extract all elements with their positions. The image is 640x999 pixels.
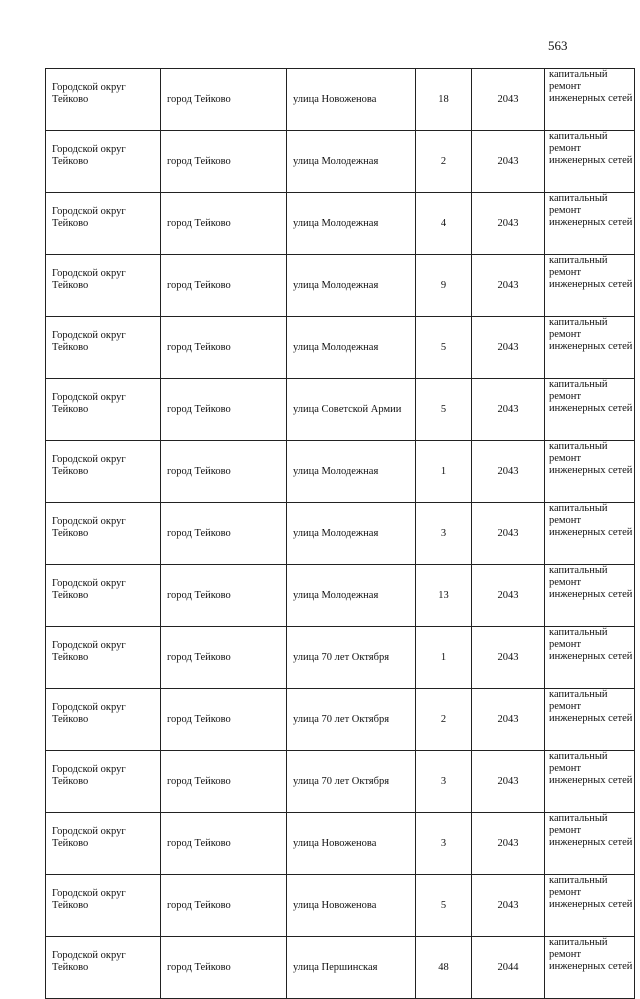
work-type-cell: капитальный ремонт инженерных сетей xyxy=(545,69,635,131)
house-number-cell: 9 xyxy=(416,255,472,317)
work-type-cell: капитальный ремонт инженерных сетей xyxy=(545,813,635,875)
house-number-cell: 1 xyxy=(416,627,472,689)
year-cell: 2043 xyxy=(472,131,545,193)
work-type-cell: капитальный ремонт инженерных сетей xyxy=(545,627,635,689)
table-row xyxy=(46,627,635,689)
city-cell: город Тейково xyxy=(161,131,287,193)
district-cell: Городской округ Тейково xyxy=(46,379,161,441)
district-cell: Городской округ Тейково xyxy=(46,813,161,875)
district-cell: Городской округ Тейково xyxy=(46,565,161,627)
street-cell: улица 70 лет Октября xyxy=(287,751,416,813)
work-type-cell: капитальный ремонт инженерных сетей xyxy=(545,751,635,813)
house-number-cell: 3 xyxy=(416,751,472,813)
district-cell: Городской округ Тейково xyxy=(46,317,161,379)
work-type-cell: капитальный ремонт инженерных сетей xyxy=(545,131,635,193)
year-cell: 2043 xyxy=(472,441,545,503)
house-number-cell: 2 xyxy=(416,131,472,193)
district-cell: Городской округ Тейково xyxy=(46,255,161,317)
city-cell: город Тейково xyxy=(161,937,287,999)
house-number-cell: 1 xyxy=(416,441,472,503)
year-cell: 2043 xyxy=(472,503,545,565)
work-type-cell: капитальный ремонт инженерных сетей xyxy=(545,441,635,503)
street-cell: улица Молодежная xyxy=(287,317,416,379)
house-number-cell: 3 xyxy=(416,503,472,565)
table-row xyxy=(46,689,635,751)
table-row xyxy=(46,131,635,193)
year-cell: 2043 xyxy=(472,565,545,627)
table-row xyxy=(46,441,635,503)
house-number-cell: 5 xyxy=(416,875,472,937)
district-cell: Городской округ Тейково xyxy=(46,875,161,937)
district-cell: Городской округ Тейково xyxy=(46,441,161,503)
table-body xyxy=(46,69,635,999)
work-type-cell: капитальный ремонт инженерных сетей xyxy=(545,565,635,627)
house-number-cell: 4 xyxy=(416,193,472,255)
table-row xyxy=(46,69,635,131)
city-cell: город Тейково xyxy=(161,69,287,131)
year-cell: 2043 xyxy=(472,875,545,937)
year-cell: 2043 xyxy=(472,193,545,255)
work-type-cell: капитальный ремонт инженерных сетей xyxy=(545,379,635,441)
year-cell: 2043 xyxy=(472,255,545,317)
house-number-cell: 3 xyxy=(416,813,472,875)
year-cell: 2043 xyxy=(472,751,545,813)
street-cell: улица Молодежная xyxy=(287,193,416,255)
city-cell: город Тейково xyxy=(161,875,287,937)
district-cell: Городской округ Тейково xyxy=(46,689,161,751)
work-type-cell: капитальный ремонт инженерных сетей xyxy=(545,689,635,751)
house-number-cell: 2 xyxy=(416,689,472,751)
street-cell: улица Молодежная xyxy=(287,503,416,565)
city-cell: город Тейково xyxy=(161,751,287,813)
year-cell: 2043 xyxy=(472,69,545,131)
street-cell: улица Новоженова xyxy=(287,875,416,937)
year-cell: 2043 xyxy=(472,317,545,379)
housing-repair-table xyxy=(45,68,635,999)
year-cell: 2043 xyxy=(472,689,545,751)
city-cell: город Тейково xyxy=(161,193,287,255)
street-cell: улица Молодежная xyxy=(287,565,416,627)
house-number-cell: 18 xyxy=(416,69,472,131)
table-row xyxy=(46,193,635,255)
city-cell: город Тейково xyxy=(161,689,287,751)
work-type-cell: капитальный ремонт инженерных сетей xyxy=(545,503,635,565)
street-cell: улица Советской Армии xyxy=(287,379,416,441)
work-type-cell: капитальный ремонт инженерных сетей xyxy=(545,875,635,937)
street-cell: улица 70 лет Октября xyxy=(287,689,416,751)
city-cell: город Тейково xyxy=(161,317,287,379)
work-type-cell: капитальный ремонт инженерных сетей xyxy=(545,937,635,999)
year-cell: 2044 xyxy=(472,937,545,999)
year-cell: 2043 xyxy=(472,813,545,875)
table-row xyxy=(46,751,635,813)
district-cell: Городской округ Тейково xyxy=(46,627,161,689)
district-cell: Городской округ Тейково xyxy=(46,69,161,131)
table-row xyxy=(46,565,635,627)
year-cell: 2043 xyxy=(472,627,545,689)
city-cell: город Тейково xyxy=(161,565,287,627)
street-cell: улица Молодежная xyxy=(287,131,416,193)
city-cell: город Тейково xyxy=(161,627,287,689)
work-type-cell: капитальный ремонт инженерных сетей xyxy=(545,317,635,379)
city-cell: город Тейково xyxy=(161,503,287,565)
district-cell: Городской округ Тейково xyxy=(46,751,161,813)
house-number-cell: 13 xyxy=(416,565,472,627)
table-row xyxy=(46,379,635,441)
street-cell: улица Першинская xyxy=(287,937,416,999)
city-cell: город Тейково xyxy=(161,379,287,441)
district-cell: Городской округ Тейково xyxy=(46,131,161,193)
district-cell: Городской округ Тейково xyxy=(46,193,161,255)
house-number-cell: 5 xyxy=(416,379,472,441)
work-type-cell: капитальный ремонт инженерных сетей xyxy=(545,193,635,255)
table-row xyxy=(46,937,635,999)
city-cell: город Тейково xyxy=(161,255,287,317)
street-cell: улица Новоженова xyxy=(287,69,416,131)
street-cell: улица Молодежная xyxy=(287,441,416,503)
street-cell: улица Молодежная xyxy=(287,255,416,317)
work-type-cell: капитальный ремонт инженерных сетей xyxy=(545,255,635,317)
house-number-cell: 48 xyxy=(416,937,472,999)
district-cell: Городской округ Тейково xyxy=(46,937,161,999)
street-cell: улица Новоженова xyxy=(287,813,416,875)
year-cell: 2043 xyxy=(472,379,545,441)
page-number: 563 xyxy=(548,38,568,53)
table-row xyxy=(46,875,635,937)
table-row xyxy=(46,503,635,565)
house-number-cell: 5 xyxy=(416,317,472,379)
street-cell: улица 70 лет Октября xyxy=(287,627,416,689)
city-cell: город Тейково xyxy=(161,441,287,503)
table-row xyxy=(46,813,635,875)
district-cell: Городской округ Тейково xyxy=(46,503,161,565)
city-cell: город Тейково xyxy=(161,813,287,875)
table-row xyxy=(46,317,635,379)
table-row xyxy=(46,255,635,317)
